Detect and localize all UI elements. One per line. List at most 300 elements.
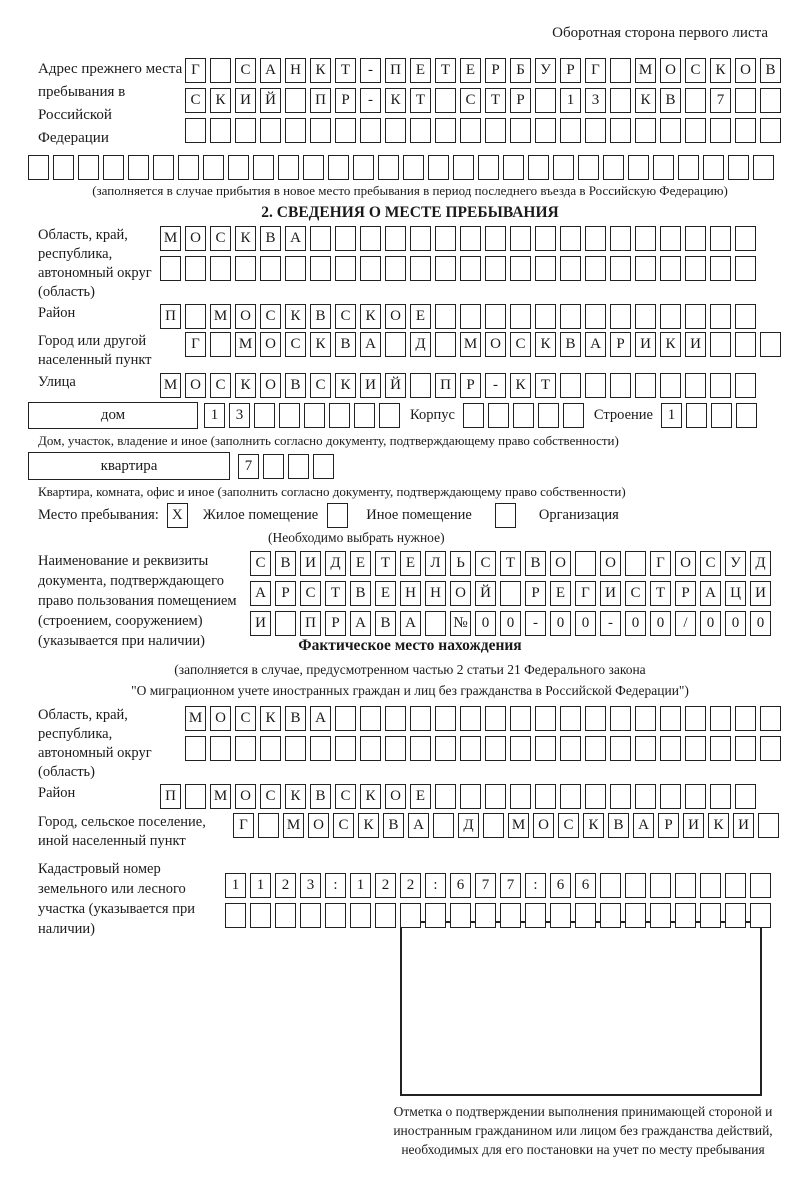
char-cell[interactable] [460,784,481,809]
char-cell[interactable]: 6 [575,873,596,898]
char-cell[interactable] [210,256,231,281]
char-cell[interactable] [510,118,531,143]
char-cell[interactable] [685,706,706,731]
char-cell[interactable]: Е [350,551,371,576]
char-cell[interactable]: Р [658,813,679,838]
char-cell[interactable] [425,611,446,636]
char-cell[interactable]: Р [460,373,481,398]
char-cell[interactable]: К [510,373,531,398]
char-cell[interactable] [610,304,631,329]
char-cell[interactable] [260,256,281,281]
char-cell[interactable]: О [660,58,681,83]
char-cell[interactable]: В [760,58,781,83]
char-cell[interactable] [428,155,449,180]
char-cell[interactable]: В [310,304,331,329]
char-cell[interactable] [710,784,731,809]
char-cell[interactable] [635,118,656,143]
char-cell[interactable]: 0 [550,611,571,636]
char-cell[interactable]: Т [335,58,356,83]
char-cell[interactable] [725,903,746,928]
char-cell[interactable] [535,304,556,329]
char-cell[interactable]: О [385,784,406,809]
char-cell[interactable] [600,903,621,928]
char-cell[interactable] [735,118,756,143]
char-cell[interactable] [285,256,306,281]
char-cell[interactable] [585,304,606,329]
char-cell[interactable]: - [525,611,546,636]
char-cell[interactable] [460,706,481,731]
char-cell[interactable] [610,256,631,281]
char-cell[interactable]: А [260,58,281,83]
char-cell[interactable]: 0 [625,611,646,636]
char-cell[interactable]: 0 [700,611,721,636]
char-cell[interactable]: С [625,581,646,606]
char-cell[interactable]: С [185,88,206,113]
char-cell[interactable]: О [235,304,256,329]
char-cell[interactable] [635,256,656,281]
char-cell[interactable] [185,304,206,329]
district-cells[interactable] [160,304,756,329]
char-cell[interactable] [635,706,656,731]
prev-address-row-1[interactable] [185,58,781,83]
char-cell[interactable] [185,256,206,281]
char-cell[interactable]: К [385,88,406,113]
char-cell[interactable] [635,784,656,809]
char-cell[interactable] [460,226,481,251]
char-cell[interactable] [385,256,406,281]
char-cell[interactable] [385,226,406,251]
char-cell[interactable]: М [508,813,529,838]
apartment-type-field[interactable]: квартира [28,452,230,480]
char-cell[interactable] [660,784,681,809]
char-cell[interactable]: О [185,226,206,251]
char-cell[interactable] [360,256,381,281]
char-cell[interactable] [310,118,331,143]
char-cell[interactable] [660,118,681,143]
char-cell[interactable]: Г [585,58,606,83]
char-cell[interactable]: И [750,581,771,606]
confirmation-stamp-box[interactable] [400,921,762,1096]
char-cell[interactable]: С [300,581,321,606]
char-cell[interactable]: В [608,813,629,838]
char-cell[interactable]: Ц [725,581,746,606]
char-cell[interactable] [485,118,506,143]
char-cell[interactable] [525,903,546,928]
char-cell[interactable] [303,155,324,180]
char-cell[interactable] [735,784,756,809]
char-cell[interactable]: С [210,373,231,398]
char-cell[interactable]: 2 [275,873,296,898]
char-cell[interactable] [313,454,334,479]
char-cell[interactable] [485,736,506,761]
char-cell[interactable]: 3 [585,88,606,113]
char-cell[interactable] [353,155,374,180]
char-cell[interactable]: Р [510,88,531,113]
document-row-1[interactable] [250,551,771,576]
actual-region-row-1[interactable] [185,706,781,731]
char-cell[interactable] [279,403,300,428]
char-cell[interactable] [760,736,781,761]
char-cell[interactable]: Т [535,373,556,398]
actual-region-row-2[interactable] [185,736,781,761]
char-cell[interactable]: 6 [450,873,471,898]
char-cell[interactable]: Д [750,551,771,576]
char-cell[interactable]: В [260,226,281,251]
char-cell[interactable] [575,903,596,928]
char-cell[interactable] [300,903,321,928]
char-cell[interactable]: - [485,373,506,398]
char-cell[interactable] [385,736,406,761]
char-cell[interactable]: Р [560,58,581,83]
char-cell[interactable] [510,706,531,731]
char-cell[interactable] [710,706,731,731]
char-cell[interactable] [253,155,274,180]
char-cell[interactable]: К [235,226,256,251]
char-cell[interactable]: Т [485,88,506,113]
char-cell[interactable] [628,155,649,180]
char-cell[interactable] [285,118,306,143]
char-cell[interactable] [700,873,721,898]
char-cell[interactable]: О [600,551,621,576]
region-row-1[interactable] [160,226,756,251]
char-cell[interactable] [410,118,431,143]
char-cell[interactable] [354,403,375,428]
char-cell[interactable] [410,256,431,281]
char-cell[interactable] [685,118,706,143]
char-cell[interactable]: К [335,373,356,398]
house-type-field[interactable]: дом [28,402,198,429]
char-cell[interactable]: Е [460,58,481,83]
char-cell[interactable] [385,332,406,357]
char-cell[interactable]: 7 [475,873,496,898]
char-cell[interactable] [563,403,584,428]
char-cell[interactable]: И [685,332,706,357]
char-cell[interactable]: А [585,332,606,357]
char-cell[interactable]: Й [385,373,406,398]
char-cell[interactable]: : [525,873,546,898]
char-cell[interactable] [700,903,721,928]
char-cell[interactable]: - [600,611,621,636]
char-cell[interactable] [435,88,456,113]
char-cell[interactable] [610,736,631,761]
char-cell[interactable] [585,256,606,281]
char-cell[interactable]: Т [375,551,396,576]
char-cell[interactable] [735,256,756,281]
char-cell[interactable]: У [725,551,746,576]
char-cell[interactable]: И [635,332,656,357]
char-cell[interactable] [385,706,406,731]
char-cell[interactable] [685,373,706,398]
char-cell[interactable]: 0 [750,611,771,636]
char-cell[interactable]: 7 [238,454,259,479]
prev-address-row-3[interactable] [185,118,781,143]
char-cell[interactable]: Р [335,88,356,113]
char-cell[interactable]: 0 [650,611,671,636]
char-cell[interactable]: В [525,551,546,576]
char-cell[interactable] [250,903,271,928]
char-cell[interactable] [435,118,456,143]
char-cell[interactable] [550,903,571,928]
char-cell[interactable] [653,155,674,180]
char-cell[interactable] [435,332,456,357]
char-cell[interactable] [603,155,624,180]
char-cell[interactable] [53,155,74,180]
char-cell[interactable] [185,118,206,143]
char-cell[interactable]: И [235,88,256,113]
char-cell[interactable] [560,304,581,329]
char-cell[interactable] [610,118,631,143]
char-cell[interactable] [660,373,681,398]
char-cell[interactable]: А [285,226,306,251]
char-cell[interactable]: М [210,304,231,329]
char-cell[interactable]: 3 [300,873,321,898]
char-cell[interactable]: К [360,304,381,329]
char-cell[interactable]: О [185,373,206,398]
char-cell[interactable] [600,873,621,898]
char-cell[interactable]: О [260,373,281,398]
char-cell[interactable] [475,903,496,928]
char-cell[interactable] [535,88,556,113]
char-cell[interactable] [335,118,356,143]
char-cell[interactable]: 2 [375,873,396,898]
char-cell[interactable]: Т [410,88,431,113]
char-cell[interactable] [685,304,706,329]
char-cell[interactable] [685,736,706,761]
char-cell[interactable] [560,226,581,251]
char-cell[interactable]: М [460,332,481,357]
char-cell[interactable]: К [210,88,231,113]
char-cell[interactable]: Г [233,813,254,838]
char-cell[interactable]: Р [325,611,346,636]
char-cell[interactable] [310,226,331,251]
char-cell[interactable]: О [260,332,281,357]
char-cell[interactable]: Р [675,581,696,606]
char-cell[interactable]: О [550,551,571,576]
char-cell[interactable]: Н [400,581,421,606]
char-cell[interactable]: К [285,784,306,809]
char-cell[interactable] [335,736,356,761]
char-cell[interactable]: В [285,706,306,731]
char-cell[interactable] [513,403,534,428]
char-cell[interactable]: О [533,813,554,838]
char-cell[interactable] [485,226,506,251]
char-cell[interactable] [228,155,249,180]
char-cell[interactable] [210,332,231,357]
char-cell[interactable]: А [350,611,371,636]
char-cell[interactable]: Т [500,551,521,576]
char-cell[interactable] [510,784,531,809]
char-cell[interactable] [400,903,421,928]
char-cell[interactable]: К [535,332,556,357]
char-cell[interactable]: 3 [229,403,250,428]
char-cell[interactable] [210,118,231,143]
char-cell[interactable]: С [250,551,271,576]
char-cell[interactable]: : [425,873,446,898]
char-cell[interactable]: Н [285,58,306,83]
char-cell[interactable] [500,903,521,928]
char-cell[interactable]: С [285,332,306,357]
char-cell[interactable] [410,226,431,251]
char-cell[interactable] [360,706,381,731]
char-cell[interactable]: А [408,813,429,838]
char-cell[interactable] [335,256,356,281]
char-cell[interactable]: Г [185,58,206,83]
char-cell[interactable] [660,304,681,329]
char-cell[interactable]: Г [575,581,596,606]
char-cell[interactable]: К [358,813,379,838]
char-cell[interactable] [510,226,531,251]
char-cell[interactable] [203,155,224,180]
char-cell[interactable] [450,903,471,928]
char-cell[interactable] [735,226,756,251]
char-cell[interactable]: № [450,611,471,636]
char-cell[interactable]: С [260,784,281,809]
city-cells[interactable] [185,332,781,357]
char-cell[interactable] [685,88,706,113]
char-cell[interactable]: 0 [725,611,746,636]
char-cell[interactable]: А [360,332,381,357]
char-cell[interactable] [635,226,656,251]
char-cell[interactable] [460,736,481,761]
char-cell[interactable]: А [400,611,421,636]
char-cell[interactable]: М [635,58,656,83]
char-cell[interactable]: М [283,813,304,838]
char-cell[interactable] [453,155,474,180]
char-cell[interactable]: В [375,611,396,636]
char-cell[interactable] [435,304,456,329]
char-cell[interactable] [535,784,556,809]
char-cell[interactable]: В [660,88,681,113]
char-cell[interactable] [325,903,346,928]
char-cell[interactable] [310,256,331,281]
char-cell[interactable] [260,118,281,143]
char-cell[interactable]: П [310,88,331,113]
char-cell[interactable]: 7 [710,88,731,113]
char-cell[interactable] [650,873,671,898]
char-cell[interactable] [635,736,656,761]
char-cell[interactable] [360,226,381,251]
char-cell[interactable] [510,304,531,329]
char-cell[interactable]: 1 [661,403,682,428]
char-cell[interactable] [210,736,231,761]
actual-city-cells[interactable] [233,813,779,838]
char-cell[interactable]: Ь [450,551,471,576]
char-cell[interactable] [625,873,646,898]
char-cell[interactable] [560,256,581,281]
char-cell[interactable]: С [700,551,721,576]
char-cell[interactable]: К [310,332,331,357]
char-cell[interactable] [28,155,49,180]
char-cell[interactable]: В [383,813,404,838]
char-cell[interactable] [750,873,771,898]
char-cell[interactable]: К [260,706,281,731]
char-cell[interactable]: О [235,784,256,809]
char-cell[interactable]: К [310,58,331,83]
char-cell[interactable] [750,903,771,928]
char-cell[interactable] [335,226,356,251]
char-cell[interactable]: И [733,813,754,838]
char-cell[interactable]: М [160,373,181,398]
char-cell[interactable]: И [300,551,321,576]
char-cell[interactable] [460,256,481,281]
char-cell[interactable] [678,155,699,180]
char-cell[interactable]: 1 [250,873,271,898]
char-cell[interactable]: А [633,813,654,838]
char-cell[interactable] [435,784,456,809]
char-cell[interactable]: К [710,58,731,83]
char-cell[interactable]: 0 [475,611,496,636]
char-cell[interactable] [485,304,506,329]
char-cell[interactable]: О [210,706,231,731]
char-cell[interactable] [375,903,396,928]
char-cell[interactable] [488,403,509,428]
char-cell[interactable] [288,454,309,479]
char-cell[interactable] [760,706,781,731]
char-cell[interactable]: Н [425,581,446,606]
char-cell[interactable] [553,155,574,180]
char-cell[interactable] [660,736,681,761]
char-cell[interactable]: Р [275,581,296,606]
char-cell[interactable]: 1 [204,403,225,428]
char-cell[interactable] [310,736,331,761]
char-cell[interactable] [710,226,731,251]
char-cell[interactable]: М [235,332,256,357]
char-cell[interactable] [435,256,456,281]
char-cell[interactable] [735,706,756,731]
char-cell[interactable] [585,784,606,809]
char-cell[interactable] [460,118,481,143]
char-cell[interactable]: К [235,373,256,398]
char-cell[interactable]: П [160,784,181,809]
char-cell[interactable] [278,155,299,180]
char-cell[interactable] [304,403,325,428]
char-cell[interactable] [153,155,174,180]
prev-address-row-2[interactable] [185,88,781,113]
cadastral-row-2[interactable] [225,903,771,928]
char-cell[interactable] [160,256,181,281]
char-cell[interactable]: 7 [500,873,521,898]
char-cell[interactable]: С [460,88,481,113]
char-cell[interactable] [585,736,606,761]
char-cell[interactable] [610,88,631,113]
char-cell[interactable] [485,706,506,731]
char-cell[interactable]: Т [325,581,346,606]
char-cell[interactable]: К [660,332,681,357]
char-cell[interactable] [711,403,732,428]
char-cell[interactable]: 0 [575,611,596,636]
char-cell[interactable]: В [285,373,306,398]
korpus-cells[interactable] [463,403,584,428]
char-cell[interactable] [103,155,124,180]
char-cell[interactable] [610,58,631,83]
char-cell[interactable]: Д [410,332,431,357]
char-cell[interactable]: Е [410,784,431,809]
char-cell[interactable]: А [250,581,271,606]
char-cell[interactable] [760,88,781,113]
stay-checkbox-other[interactable] [327,503,348,528]
char-cell[interactable] [254,403,275,428]
char-cell[interactable]: К [708,813,729,838]
char-cell[interactable]: С [235,58,256,83]
char-cell[interactable] [538,403,559,428]
char-cell[interactable]: С [333,813,354,838]
char-cell[interactable]: Р [485,58,506,83]
char-cell[interactable] [735,88,756,113]
char-cell[interactable] [350,903,371,928]
char-cell[interactable] [728,155,749,180]
char-cell[interactable] [410,706,431,731]
char-cell[interactable] [575,551,596,576]
